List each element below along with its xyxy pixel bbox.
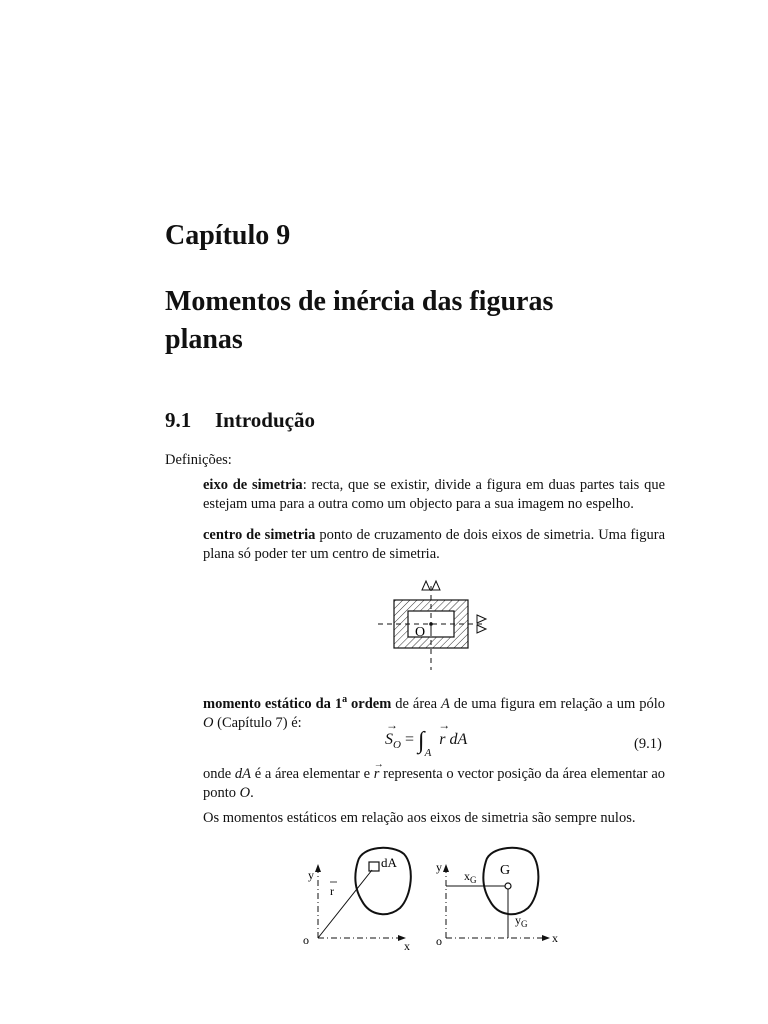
chapter-heading: Capítulo 9	[165, 220, 291, 251]
section-heading	[165, 408, 315, 433]
definition-eixo-simetria	[203, 476, 665, 514]
svg-text:dA: dA	[381, 855, 397, 870]
definition-centro-simetria	[203, 526, 665, 564]
paragraph-position-vector: onde dA é a área elementar e → r representa o vector posição da área elementar ao ponto O.	[203, 759, 666, 801]
definition-term: eixo de simetria	[203, 477, 303, 493]
definition-momento-estatico: momento estático da 1$^a$ ordem de área A de uma figura em relação a um pólo O (Capítulo 7) é:	[203, 694, 665, 731]
svg-text:y: y	[308, 868, 314, 882]
definition-term: centro de simetria	[203, 527, 316, 543]
x-axis-arrow-icon	[542, 935, 550, 941]
section-number: 9.1	[165, 408, 192, 432]
chapter-title-line2: planas	[165, 324, 243, 355]
centroid-diagram	[436, 848, 558, 948]
svg-text:r: r	[330, 884, 334, 898]
definition-text: : recta, que se existir, divide a figura em duas partes tais que estejam uma para a outra como um objecto para a sua imagem no espelho.	[203, 477, 665, 512]
definition-term: momento estático da 1$^a$ ordem	[203, 694, 392, 712]
svg-text:x: x	[404, 939, 410, 953]
definition-text: ponto de cruzamento de dois eixos de simetria. Uma figura plana só poder ter um centro de simetria.	[203, 527, 666, 562]
centroid-figure	[300, 846, 570, 956]
center-label: O	[415, 625, 426, 640]
symmetry-figure	[370, 576, 500, 672]
chapter-title	[165, 283, 725, 359]
svg-text:o: o	[436, 934, 442, 948]
chapter-title-line1: Momentos de inércia das figuras	[165, 286, 554, 317]
centroid-point	[505, 883, 511, 889]
y-axis-arrow-icon	[443, 864, 449, 872]
var-A: A	[440, 695, 450, 712]
elementary-area-diagram	[303, 848, 411, 953]
equation-9-1: → $S_O = \int_A$ → r dA	[385, 718, 468, 759]
svg-text:G: G	[500, 863, 511, 878]
svg-text:x: x	[552, 931, 558, 945]
svg-text:o: o	[303, 933, 309, 947]
equation-number: (9.1)	[634, 736, 662, 752]
var-O: O	[203, 714, 214, 731]
svg-text:y: y	[436, 860, 442, 874]
y-axis-arrow-icon	[315, 864, 321, 872]
section-title: Introdução	[215, 408, 315, 432]
integral-sign: ∫	[417, 728, 425, 754]
plane-figure-shape	[483, 848, 538, 914]
paragraph-static-moments: Os momentos estáticos em relação aos eixos de simetria são sempre nulos.	[203, 810, 636, 826]
eq-lhs: S	[385, 731, 393, 748]
definitions-label: Definições:	[165, 452, 232, 468]
svg-text:yG: $y_G$	[515, 913, 528, 929]
svg-text:xG: $x_G$	[464, 869, 477, 885]
elementary-area-square	[369, 862, 379, 871]
